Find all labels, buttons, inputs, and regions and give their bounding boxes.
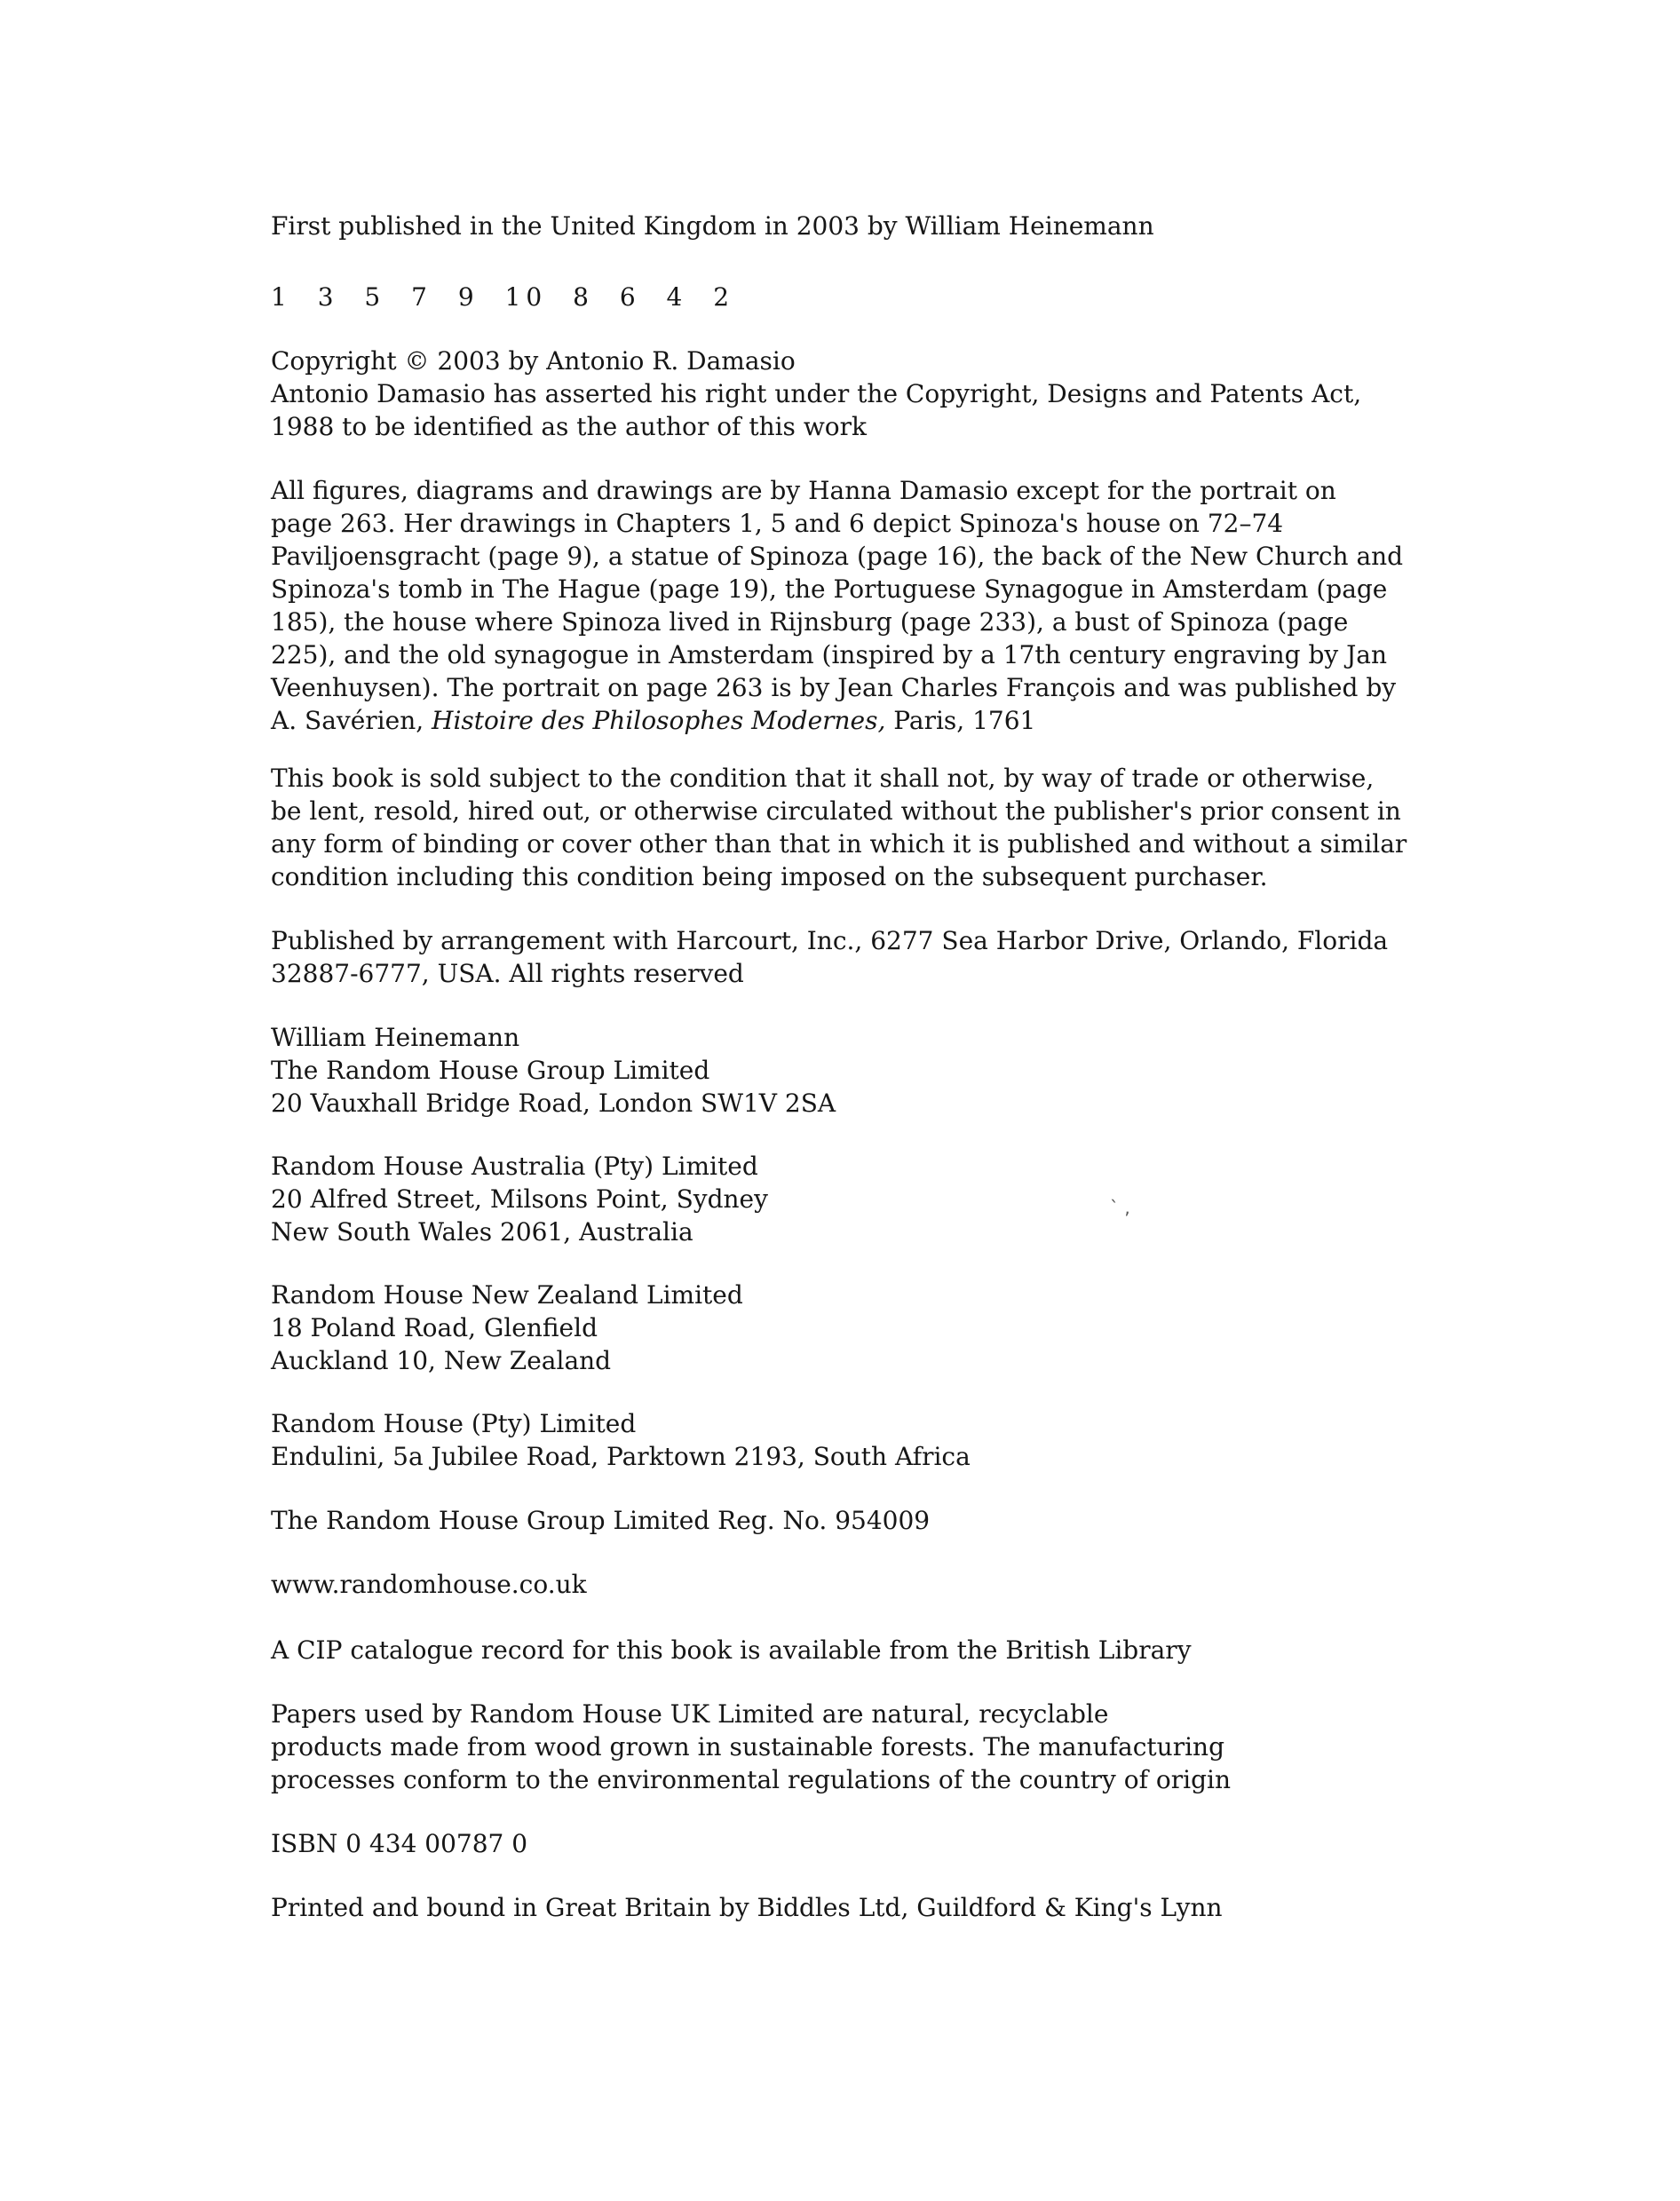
papers-line: products made from wood grown in sustainable forests. The manufacturing bbox=[271, 1732, 1225, 1762]
figures-credit-line: 185), the house where Spinoza lived in Rijnsburg (page 233), a bust of Spinoza (page bbox=[271, 607, 1349, 637]
address-line: 18 Poland Road, Glenfield bbox=[271, 1313, 598, 1342]
arrangement-line: Published by arrangement with Harcourt, Inc., 6277 Sea Harbor Drive, Orlando, Florida bbox=[271, 926, 1389, 955]
printing-numbers: 1 3 5 7 9 10 8 6 4 2 bbox=[271, 282, 735, 312]
cip-line: A CIP catalogue record for this book is available from the British Library bbox=[271, 1635, 1192, 1665]
figures-credit-line: Paviljoensgracht (page 9), a statue of Spinoza (page 16), the back of the New Church and bbox=[271, 542, 1404, 571]
printer-notice bbox=[271, 1891, 1443, 1924]
moral-rights-line: 1988 to be identified as the author of this work bbox=[271, 412, 868, 441]
figures-credit-line: Veenhuysen). The portrait on page 263 is by Jean Charles François and was published by bbox=[271, 673, 1397, 702]
scan-mark: ` , bbox=[1110, 1197, 1130, 1218]
sale-condition-line: condition including this condition being imposed on the subsequent purchaser. bbox=[271, 862, 1268, 891]
sale-condition-line: be lent, resold, hired out, or otherwise circulated without the publisher's prior consent in bbox=[271, 796, 1401, 826]
figures-credit-line: All figures, diagrams and drawings are by Hanna Damasio except for the portrait on bbox=[271, 476, 1336, 505]
new-zealand-address bbox=[271, 1279, 1443, 1377]
address-line: 20 Vauxhall Bridge Road, London SW1V 2SA bbox=[271, 1089, 836, 1118]
south-africa-address bbox=[271, 1407, 1443, 1473]
isbn-line: ISBN 0 434 00787 0 bbox=[271, 1829, 528, 1858]
figures-credit-line bbox=[271, 704, 1443, 737]
registration-number bbox=[271, 1504, 1443, 1537]
copyright-notice bbox=[271, 344, 1443, 443]
moral-rights-line: Antonio Damasio has asserted his right under the Copyright, Designs and Patents Act, bbox=[271, 379, 1362, 408]
address-line: William Heinemann bbox=[271, 1023, 520, 1052]
address-line: Endulini, 5a Jubilee Road, Parktown 2193, South Africa bbox=[271, 1442, 971, 1471]
figures-credit-line: 225), and the old synagogue in Amsterdam (inspired by a 17th century engraving by Jan bbox=[271, 640, 1388, 669]
sale-condition-line: This book is sold subject to the condition that it shall not, by way of trade or otherwise, bbox=[271, 764, 1375, 793]
printer-line: Printed and bound in Great Britain by Biddles Ltd, Guildford & King's Lynn bbox=[271, 1893, 1223, 1922]
website bbox=[271, 1568, 1443, 1601]
papers-notice bbox=[271, 1698, 1443, 1796]
website-url: www.randomhouse.co.uk bbox=[271, 1570, 587, 1599]
address-line: The Random House Group Limited bbox=[271, 1056, 710, 1085]
sale-condition-line: any form of binding or cover other than that in which it is published and without a similar bbox=[271, 829, 1407, 859]
cip-notice bbox=[271, 1634, 1443, 1667]
papers-line: processes conform to the environmental regulations of the country of origin bbox=[271, 1765, 1231, 1794]
address-line: Random House New Zealand Limited bbox=[271, 1280, 743, 1310]
saverien-name: A. Savérien, bbox=[271, 706, 432, 735]
copyright-line: Copyright © 2003 by Antonio R. Damasio bbox=[271, 346, 796, 376]
publisher-address bbox=[271, 1021, 1443, 1120]
address-line: New South Wales 2061, Australia bbox=[271, 1217, 693, 1247]
isbn bbox=[271, 1827, 1443, 1860]
arrangement-notice bbox=[271, 924, 1443, 990]
sale-condition-notice bbox=[271, 762, 1443, 893]
book-title-italic: Histoire des Philosophes Modernes, bbox=[432, 706, 886, 735]
figures-credit-line: page 263. Her drawings in Chapters 1, 5 and 6 depict Spinoza's house on 72–74 bbox=[271, 509, 1284, 538]
first-published-line: First published in the United Kingdom in 2003 by William Heinemann bbox=[271, 211, 1154, 241]
registration-line: The Random House Group Limited Reg. No. 954009 bbox=[271, 1506, 931, 1535]
australia-address bbox=[271, 1150, 1443, 1248]
address-line: Auckland 10, New Zealand bbox=[271, 1346, 612, 1375]
first-published-notice bbox=[271, 210, 1443, 242]
printing-number-line bbox=[271, 281, 1443, 313]
address-line: Random House Australia (Pty) Limited bbox=[271, 1152, 758, 1181]
address-line: 20 Alfred Street, Milsons Point, Sydney bbox=[271, 1184, 768, 1214]
place-year: Paris, 1761 bbox=[885, 706, 1036, 735]
papers-line: Papers used by Random House UK Limited are natural, recyclable bbox=[271, 1699, 1109, 1729]
arrangement-line: 32887-6777, USA. All rights reserved bbox=[271, 959, 744, 988]
address-line: Random House (Pty) Limited bbox=[271, 1409, 637, 1438]
figures-credit-line: Spinoza's tomb in The Hague (page 19), the Portuguese Synagogue in Amsterdam (page bbox=[271, 574, 1388, 604]
figures-credit bbox=[271, 474, 1443, 737]
